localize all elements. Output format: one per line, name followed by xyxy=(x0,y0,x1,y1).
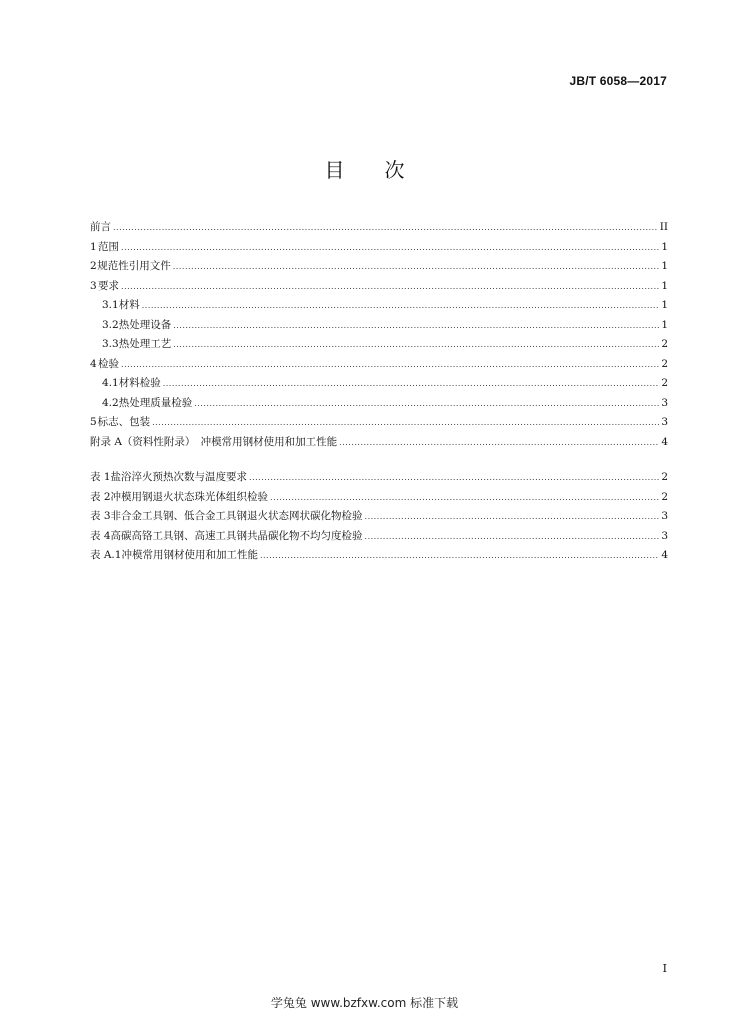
toc-entry-number: 3 xyxy=(90,279,97,292)
toc-entry[interactable] xyxy=(90,507,668,527)
toc-entry-number: 5 xyxy=(90,416,97,428)
toc-entry-number: 2 xyxy=(90,260,97,272)
dot-leader xyxy=(121,277,659,297)
toc-entry[interactable] xyxy=(90,413,668,433)
toc-entry[interactable] xyxy=(90,374,668,394)
toc-entry-page: 2 xyxy=(661,490,668,503)
toc-entry[interactable] xyxy=(90,468,668,488)
toc-entry-page: 4 xyxy=(661,549,668,561)
toc-entry-title: 热处理设备 xyxy=(118,318,172,331)
toc-entry[interactable] xyxy=(90,238,668,258)
toc-entry[interactable] xyxy=(90,355,668,375)
toc-entry-page: 3 xyxy=(661,396,668,409)
toc-entry-page: 1 xyxy=(661,240,668,253)
toc-entry-number: 1 xyxy=(90,240,97,253)
toc-entry-title: 冲模常用钢材使用和加工性能 xyxy=(121,549,258,561)
toc-entry-number: 表 4 xyxy=(90,529,111,542)
toc-entry-page: 2 xyxy=(661,357,668,370)
page-number: I xyxy=(662,962,667,975)
dot-leader xyxy=(173,335,659,355)
toc-entry-title: 高碳高铬工具钢、高速工具钢共晶碳化物不均匀度检验 xyxy=(110,529,363,542)
toc-entry-number: 3.1 xyxy=(102,299,119,311)
dot-leader xyxy=(113,218,658,238)
dot-leader xyxy=(121,355,659,375)
toc-entry[interactable] xyxy=(90,257,668,277)
toc-entry-number: 表 1 xyxy=(90,471,111,483)
toc-title xyxy=(0,154,729,183)
dot-leader xyxy=(365,527,660,547)
toc-entry-title: 材料 xyxy=(118,299,140,311)
toc-entry-number: 4.2 xyxy=(102,396,119,409)
toc-entry[interactable] xyxy=(90,488,668,508)
toc-entry-title: 材料检验 xyxy=(118,377,161,389)
table-of-contents xyxy=(90,218,668,566)
dot-leader xyxy=(152,413,659,433)
dot-leader xyxy=(142,296,660,316)
toc-entry-title: 前言 xyxy=(90,221,111,233)
toc-entry[interactable] xyxy=(90,316,668,336)
dot-leader xyxy=(365,507,660,527)
toc-entry-page: 1 xyxy=(661,318,668,331)
toc-entry-page: 2 xyxy=(661,338,668,350)
dot-leader xyxy=(339,433,659,453)
toc-entry-title: 规范性引用文件 xyxy=(97,260,171,272)
toc-title-char-2: 次 xyxy=(384,158,405,182)
dot-leader xyxy=(173,257,660,277)
toc-entry-page: 1 xyxy=(661,299,668,311)
toc-entry-page: 3 xyxy=(661,529,668,542)
toc-entry-title: 盐浴淬火预热次数与温度要求 xyxy=(110,471,248,483)
toc-entry[interactable] xyxy=(90,218,668,238)
toc-entry-title: 范围 xyxy=(98,240,120,253)
toc-entry-page: II xyxy=(659,221,668,233)
toc-entry-title: 要求 xyxy=(98,279,120,292)
toc-entry-number: 表 A.1 xyxy=(90,549,122,561)
toc-entry-title: 非合金工具钢、低合金工具钢退火状态网状碳化物检验 xyxy=(110,510,363,522)
toc-entry-title: 热处理工艺 xyxy=(118,338,172,350)
toc-entry-title: 冲模用钢退火状态珠光体组织检验 xyxy=(110,490,269,503)
toc-entry-page: 2 xyxy=(661,377,668,389)
toc-entry-number: 表 2 xyxy=(90,490,111,503)
toc-entry-number: 表 3 xyxy=(90,510,111,522)
toc-entry-page: 4 xyxy=(661,435,668,448)
toc-entry-number: 4.1 xyxy=(102,377,119,389)
dot-leader xyxy=(163,374,660,394)
toc-entry[interactable] xyxy=(90,527,668,547)
toc-entry-title: 热处理质量检验 xyxy=(118,396,193,409)
toc-entry-page: 3 xyxy=(661,510,668,522)
standard-code: JB/T 6058—2017 xyxy=(569,74,667,88)
toc-entry-number: 3.2 xyxy=(102,318,119,331)
dot-leader xyxy=(194,394,659,414)
dot-leader xyxy=(249,468,659,488)
toc-title-char-1: 目 xyxy=(324,158,345,182)
toc-entry[interactable] xyxy=(90,296,668,316)
dot-leader xyxy=(260,546,659,566)
toc-entry-page: 2 xyxy=(661,471,668,483)
toc-entry[interactable] xyxy=(90,394,668,414)
dot-leader xyxy=(270,488,659,508)
dot-leader xyxy=(173,316,659,336)
toc-entry[interactable] xyxy=(90,546,668,566)
dot-leader xyxy=(121,238,659,258)
toc-entry-page: 1 xyxy=(661,279,668,292)
toc-entry-number: 4 xyxy=(90,357,97,370)
toc-entry-title: 附录 A（资料性附录） 冲模常用钢材使用和加工性能 xyxy=(90,435,338,448)
table-list xyxy=(90,468,668,566)
toc-entry[interactable] xyxy=(90,433,668,453)
toc-entry-page: 1 xyxy=(661,260,668,272)
toc-entry-page: 3 xyxy=(661,416,668,428)
toc-entries xyxy=(90,218,668,452)
toc-entry[interactable] xyxy=(90,335,668,355)
toc-entry-number: 3.3 xyxy=(102,338,119,350)
watermark: 学兔兔 www.bzfxw.com 标准下载 xyxy=(270,996,459,1010)
toc-entry-title: 标志、包装 xyxy=(97,416,151,428)
toc-entry-title: 检验 xyxy=(98,357,120,370)
toc-entry[interactable] xyxy=(90,277,668,297)
